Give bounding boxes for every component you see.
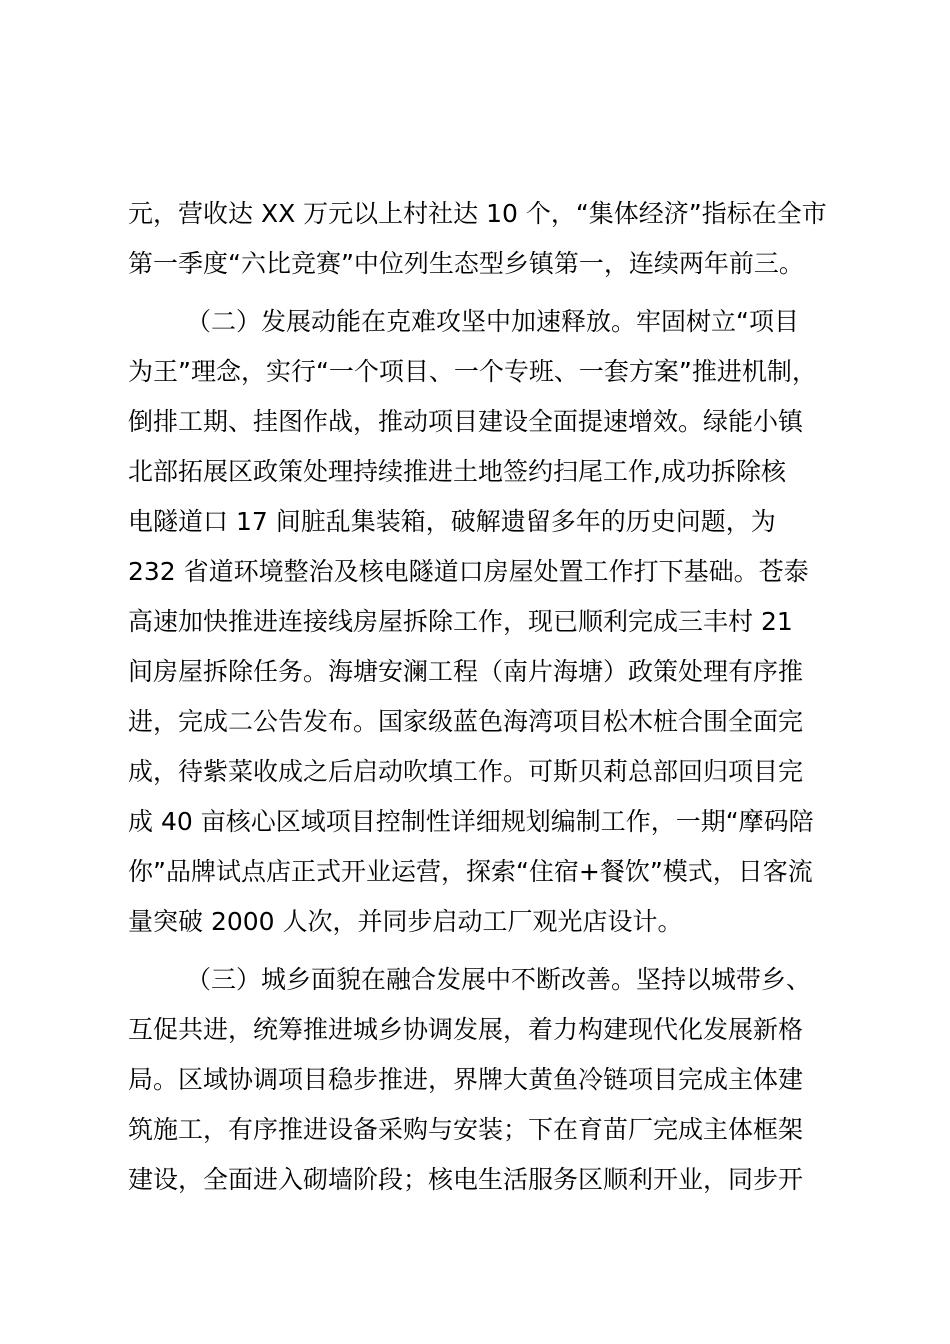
- text-line: 第一季度“六比竞赛”中位列生态型乡镇第一，连续两年前三。: [128, 249, 804, 278]
- section-heading-line: （二）发展动能在克难攻坚中加速释放。牢固树立“项目: [186, 307, 799, 336]
- text-line: 232 省道环境整治及核电隧道口房屋处置工作打下基础。苍泰: [128, 557, 809, 586]
- text-line: 北部拓展区政策处理持续推进土地签约扫尾工作,成功拆除核: [128, 457, 786, 486]
- text-line: 倒排工期、挂图作战，推动项目建设全面提速增效。绿能小镇: [128, 407, 804, 436]
- section-heading-line: （三）城乡面貌在融合发展中不断改善。坚持以城带乡、: [186, 965, 812, 994]
- text-line: 局。区域协调项目稳步推进，界牌大黄鱼冷链项目完成主体建: [128, 1065, 804, 1094]
- text-line: 量突破 2000 人次，并同步启动工厂观光店设计。: [128, 907, 683, 936]
- text-line: 互促共进，统筹推进城乡协调发展，着力构建现代化发展新格: [128, 1015, 804, 1044]
- text-line: 建设，全面进入砌墙阶段；核电生活服务区顺利开业，同步开: [128, 1165, 804, 1194]
- text-line: 为王”理念，实行“一个项目、一个专班、一套方案”推进机制，: [128, 357, 817, 386]
- text-line: 你”品牌试点店正式开业运营，探索“住宿+餐饮”模式，日客流: [128, 857, 813, 886]
- text-line: 电隧道口 17 间脏乱集装箱，破解遗留多年的历史问题，为: [128, 507, 776, 536]
- text-line: 间房屋拆除任务。海塘安澜工程（南片海塘）政策处理有序推: [128, 657, 804, 686]
- text-line: 进，完成二公告发布。国家级蓝色海湾项目松木桩合围全面完: [128, 707, 804, 736]
- text-line: 元，营收达 XX 万元以上村社达 10 个，“集体经济”指标在全市: [128, 199, 827, 228]
- text-line: 成，待紫菜收成之后启动吹填工作。可斯贝莉总部回归项目完: [128, 757, 804, 786]
- text-line: 筑施工，有序推进设备采购与安装；下在育苗厂完成主体框架: [128, 1115, 804, 1144]
- text-line: 成 40 亩核心区域项目控制性详细规划编制工作，一期“摩码陪: [128, 807, 814, 836]
- text-line: 高速加快推进连接线房屋拆除工作，现已顺利完成三丰村 21: [128, 607, 793, 636]
